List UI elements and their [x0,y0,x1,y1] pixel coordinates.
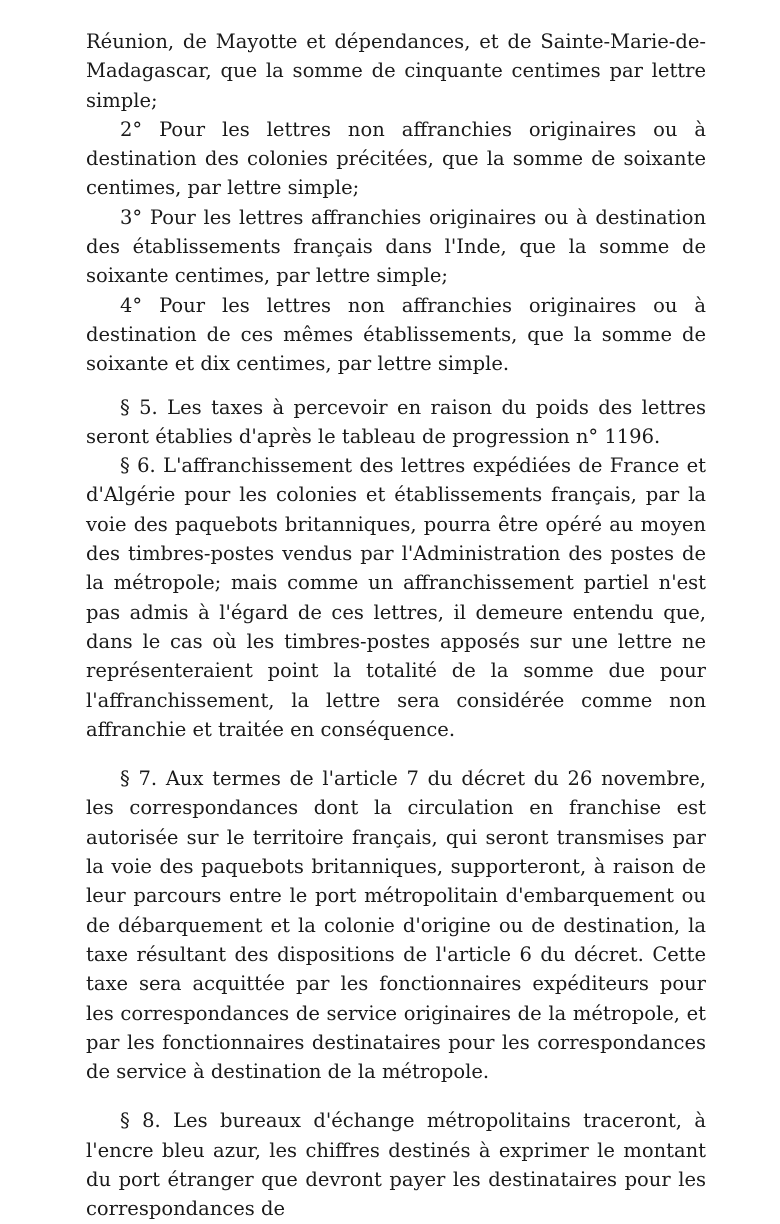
paragraph-section-6: § 6. L'affranchissement des lettres expédiées de France et d'Algérie pour les colonies et établissements français, par la voie des paquebots britanniques, pourra être opéré au moyen des timbres-postes vendus par l'Administration des postes de la métropole; mais comme un affranchissement partiel n'est pas admis à l'égard de ces lettres, il demeure entendu que, dans le cas où les timbres-postes apposés sur une lettre ne représenteraient point la totalité de la somme due pour l'affranchissement, la lettre sera considérée comme non affranchie et traitée en conséquence. [86,454,706,741]
paragraph-item-4: 4° Pour les lettres non affranchies originaires ou à destination de ces mêmes établissements, que la somme de soixante et dix centimes, par lettre simple. [86,293,706,376]
paragraph-section-5: § 5. Les taxes à percevoir en raison du poids des lettres seront établies d'après le tableau de progression n° 1196. [86,395,706,448]
paragraph-continuation: Réunion, de Mayotte et dépendances, et de Sainte-Marie-de-Madagascar, que la somme de cinquante centimes par lettre simple; [86,30,706,112]
paragraph-item-2: 2° Pour les lettres non affranchies originaires ou à destination des colonies précitées, que la somme de soixante centimes, par lettre simple; [86,117,706,200]
paragraph-section-8: § 8. Les bureaux d'échange métropolitains traceront, à l'encre bleu azur, les chiffres destinés à exprimer le montant du port étranger que devront payer les destinataires pour les correspondances de [86,1109,706,1221]
paragraph-item-3: 3° Pour les lettres affranchies originaires ou à destination des établissements français dans l'Inde, que la somme de soixante centimes, par lettre simple; [86,205,706,288]
paragraph-section-7: § 7. Aux termes de l'article 7 du décret du 26 novembre, les correspondances dont la circulation en franchise est autorisée sur le territoire français, qui seront transmises par la voie des paquebots britanniques, supporteront, à raison de leur parcours entre le port métropolitain d'embarquement ou de débarquement et la colonie d'origine ou de destination, la taxe résultant des dispositions de l'article 6 du décret. Cette taxe sera acquittée par les fonctionnaires expéditeurs pour les correspondances de service originaires de la métropole, et par les fonctionnaires destinataires pour les correspondances de service à destination de la métropole. [86,767,706,1084]
document-page [86,27,706,1224]
